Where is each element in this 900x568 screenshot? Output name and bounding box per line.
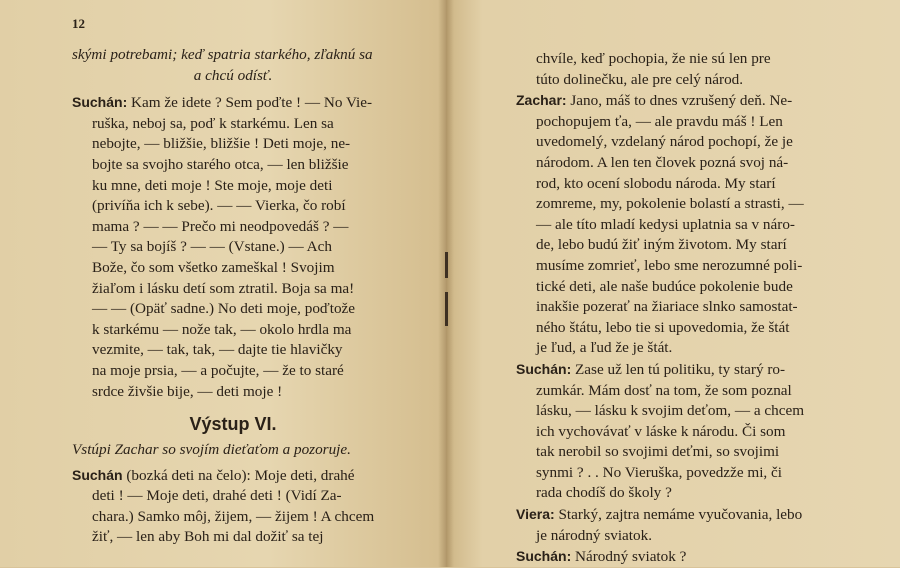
dialogue-continuation	[516, 49, 838, 90]
dialogue-block	[516, 359, 838, 504]
text-line: Jano, máš to dnes vzrušený deň. Ne-	[570, 92, 793, 110]
text-line: uvedomelý, vzdelaný národ pochopí, že je	[536, 133, 793, 151]
dialogue-block	[72, 465, 394, 548]
stage-direction: Vstúpi Zachar so svojím dieťaťom a pozoruje.	[72, 441, 351, 459]
text-line: musíme zomrieť, lebo sme nerozumné poli-	[536, 256, 803, 274]
text-line: tak nerobil so svojimi deťmi, so svojimi	[536, 443, 780, 461]
text-line: Kam že idete ? Sem poďte ! — No Vie-	[131, 94, 373, 112]
text-line: Bože, čo som všetko zameškal ! Svojim	[92, 258, 335, 276]
dialogue-block	[516, 504, 838, 546]
text-line: žiť, — len aby Boh mi dal dožiť sa tej	[92, 528, 324, 546]
text-line: túto dolinečku, ale pre celý národ.	[536, 70, 744, 88]
right-column	[516, 49, 838, 568]
binding-stitch	[445, 292, 448, 326]
text-line: — ale títo mladí kedysi uplatnia sa v náro-	[536, 215, 795, 233]
left-column	[72, 45, 394, 548]
speaker-name: Suchán:	[516, 548, 572, 565]
text-line: mama ? — — Prečo mi neodpovedáš ? —	[92, 217, 349, 235]
text-line: ného štátu, lebo tie si upovedomia, že štát	[536, 318, 790, 336]
text-line: ku mne, deti moje ! Ste moje, moje deti	[92, 176, 333, 194]
text-line: zomreme, my, pokolenie bolastí a strasti, —	[536, 195, 804, 213]
text-line: Starký, zajtra nemáme vyučovania, lebo	[558, 506, 803, 524]
text-line: (bozká deti na čelo): Moje deti, drahé	[126, 466, 355, 484]
speaker-name: Suchán:	[72, 94, 128, 111]
text-line: na moje prsia, — a počujte, — že to staré	[92, 361, 344, 379]
speaker-name: Suchán:	[516, 360, 572, 377]
text-line: synmi ? . . No Vieruška, povedzže mi, či	[536, 463, 782, 481]
text-line: srdce živšie bije, — deti moje !	[92, 382, 283, 400]
text-line: rod, kto ocení slobodu národa. My starí	[536, 174, 776, 192]
left-page	[0, 0, 446, 567]
scene-heading: Výstup VI.	[189, 414, 277, 435]
text-line: bojte sa svojho starého otca, — len bližšie	[92, 155, 349, 173]
text-line: Zase už len tú politiku, ty starý ro-	[575, 360, 786, 378]
text-line: vezmite, — tak, tak, — dajte tie hlavičky	[92, 341, 343, 359]
text-line: je národný sviatok.	[536, 526, 652, 544]
binding-stitch	[445, 252, 448, 278]
dialogue-block	[516, 546, 838, 568]
text-line: ruška, neboj sa, poď k starkému. Len sa	[92, 114, 334, 132]
book-gutter	[438, 0, 454, 567]
text-line: — Ty sa bojíš ? — — (Vstane.) — Ach	[92, 238, 332, 256]
text-line: (privíňa ich k sebe). — — Vierka, čo robí	[92, 197, 346, 215]
text-line: k starkému — nože tak, — okolo hrdla ma	[92, 320, 352, 338]
text-line: — — (Opäť sadne.) No deti moje, poďtože	[92, 300, 356, 318]
text-line: ich vychovávať v láske k národu. Či som	[536, 422, 786, 440]
speaker-name: Viera:	[516, 506, 555, 523]
text-line: je ľud, a ľud že je štát.	[536, 339, 673, 357]
text-line: de, lebo budú žiť iným životom. My starí	[536, 236, 787, 254]
text-line: a chcú odísť.	[193, 66, 273, 84]
stage-direction-intro	[72, 45, 394, 86]
text-line: tické deti, ale naše budúce pokolenie bude	[536, 277, 793, 295]
text-line: zumkár. Mám dosť na tom, že som poznal	[536, 381, 792, 399]
page-number: 12	[72, 16, 85, 31]
text-line: lásku, — lásku k svojim deťom, — a chcem	[536, 402, 805, 420]
text-line: rada chodíš do školy ?	[536, 484, 672, 502]
dialogue-block	[516, 90, 838, 359]
text-line: skými potrebami; keď spatria starkého, zľaknú sa	[72, 46, 373, 63]
text-line: chvíle, keď pochopia, že nie sú len pre	[536, 50, 771, 67]
text-line: nebojte, — bližšie, bližšie ! Deti moje, ne-	[92, 135, 351, 153]
text-line: chara.) Samko môj, žijem, — žijem ! A chcem	[92, 507, 375, 525]
text-line: národom. A len ten človek pozná svoj ná-	[536, 153, 789, 171]
speaker-name: Suchán	[72, 466, 123, 483]
text-line: Národný sviatok ?	[575, 548, 687, 566]
dialogue-block	[72, 92, 394, 402]
text-line: pochopujem ťa, — ale pravdu máš ! Len	[536, 112, 783, 130]
text-line: inakšie pozerať na žiariace slnko samostat-	[536, 298, 798, 316]
speaker-name: Zachar:	[516, 92, 567, 109]
text-line: žiaľom i lásku detí som ztratil. Boja sa ma!	[92, 279, 355, 297]
text-line: deti ! — Moje deti, drahé deti ! (Vidí Za-	[92, 487, 342, 505]
